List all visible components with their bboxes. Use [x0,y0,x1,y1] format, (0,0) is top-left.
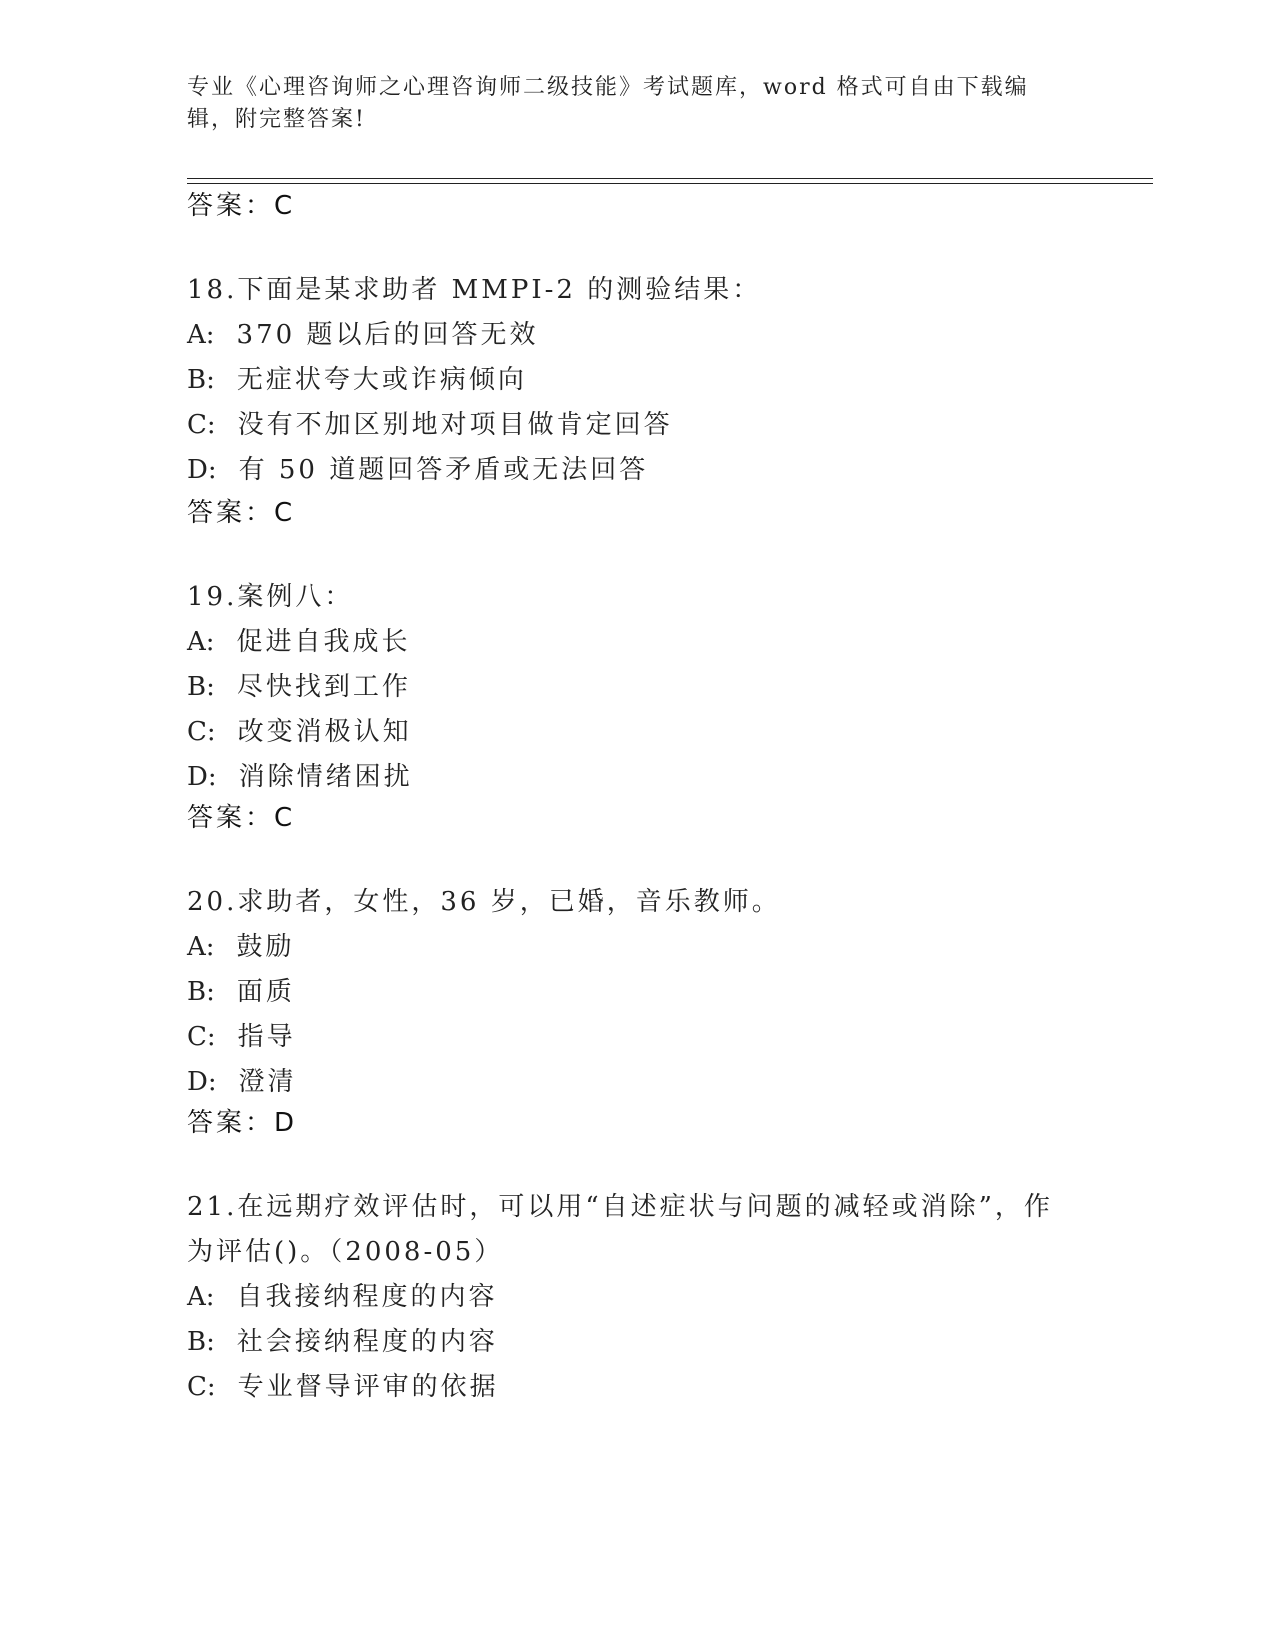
option-text: 社会接纳程度的内容 [236,1327,498,1357]
option-text: 有 50 道题回答矛盾或无法回答 [238,455,649,485]
option-line [187,620,1087,665]
answer-line [187,495,294,531]
option-line [187,1015,1087,1060]
answer-value: C [274,803,295,833]
option-letter: B: [187,1327,215,1357]
option-letter: D: [187,762,217,792]
option-line [187,358,1087,403]
answer-label: 答案： [187,191,275,221]
option-line [187,665,1087,710]
option-line [187,1275,1067,1320]
option-letter: B: [187,672,215,702]
question-stem: 18.下面是某求助者 MMPI-2 的测验结果： [187,275,762,305]
answer-value: D [274,1108,297,1138]
option-text: 无症状夸大或诈病倾向 [236,365,527,395]
option-text: 消除情绪困扰 [238,762,413,792]
answer-label: 答案： [187,498,275,528]
option-text: 鼓励 [236,932,295,962]
option-letter: D: [187,455,217,485]
option-letter: B: [187,365,215,395]
option-text: 自我接纳程度的内容 [236,1282,498,1312]
answer-line [187,1105,296,1141]
question-block [187,575,1087,800]
option-line [187,925,1087,970]
option-text: 没有不加区别地对项目做肯定回答 [237,410,673,440]
option-letter: B: [187,977,215,1007]
option-letter: D: [187,1067,217,1097]
option-line [187,1320,1067,1365]
option-letter: C: [187,717,216,747]
option-text: 专业督导评审的依据 [237,1372,499,1402]
option-letter: C: [187,1372,216,1402]
answer-label: 答案： [187,1108,275,1138]
option-letter: A: [187,1282,215,1312]
question-stem: 19.案例八： [187,582,354,612]
answer-value: C [274,498,295,528]
answer-line [187,188,294,224]
option-letter: C: [187,1022,216,1052]
option-text: 尽快找到工作 [236,672,411,702]
option-line [187,1365,1067,1410]
question-block [187,268,1087,493]
option-line [187,403,1087,448]
option-letter: A: [187,932,215,962]
option-letter: A: [187,320,215,350]
question-stem: 20.求助者，女性，36 岁，已婚，音乐教师。 [187,887,781,917]
question-stem: 21.在远期疗效评估时，可以用“自述症状与问题的减轻或消除”，作为评估()。（2008-05） [187,1192,1053,1267]
option-text: 促进自我成长 [236,627,411,657]
answer-line [187,800,294,836]
option-text: 指导 [237,1022,296,1052]
answer-value: C [274,191,295,221]
option-text: 澄清 [238,1067,297,1097]
question-block [187,880,1087,1105]
option-letter: C: [187,410,216,440]
answer-label: 答案： [187,803,275,833]
option-line [187,970,1087,1015]
option-line [187,1060,1087,1105]
option-line [187,448,1087,493]
question-block [187,1185,1067,1410]
option-line [187,710,1087,755]
option-letter: A: [187,627,215,657]
option-text: 370 题以后的回答无效 [236,320,539,350]
header-divider [187,178,1153,184]
option-line [187,313,1087,358]
header-text: 专业《心理咨询师之心理咨询师二级技能》考试题库，word 格式可自由下载编辑，附完整答案! [187,75,1029,132]
option-text: 改变消极认知 [237,717,412,747]
option-text: 面质 [236,977,295,1007]
option-line [187,755,1087,800]
document-header [187,72,1067,136]
